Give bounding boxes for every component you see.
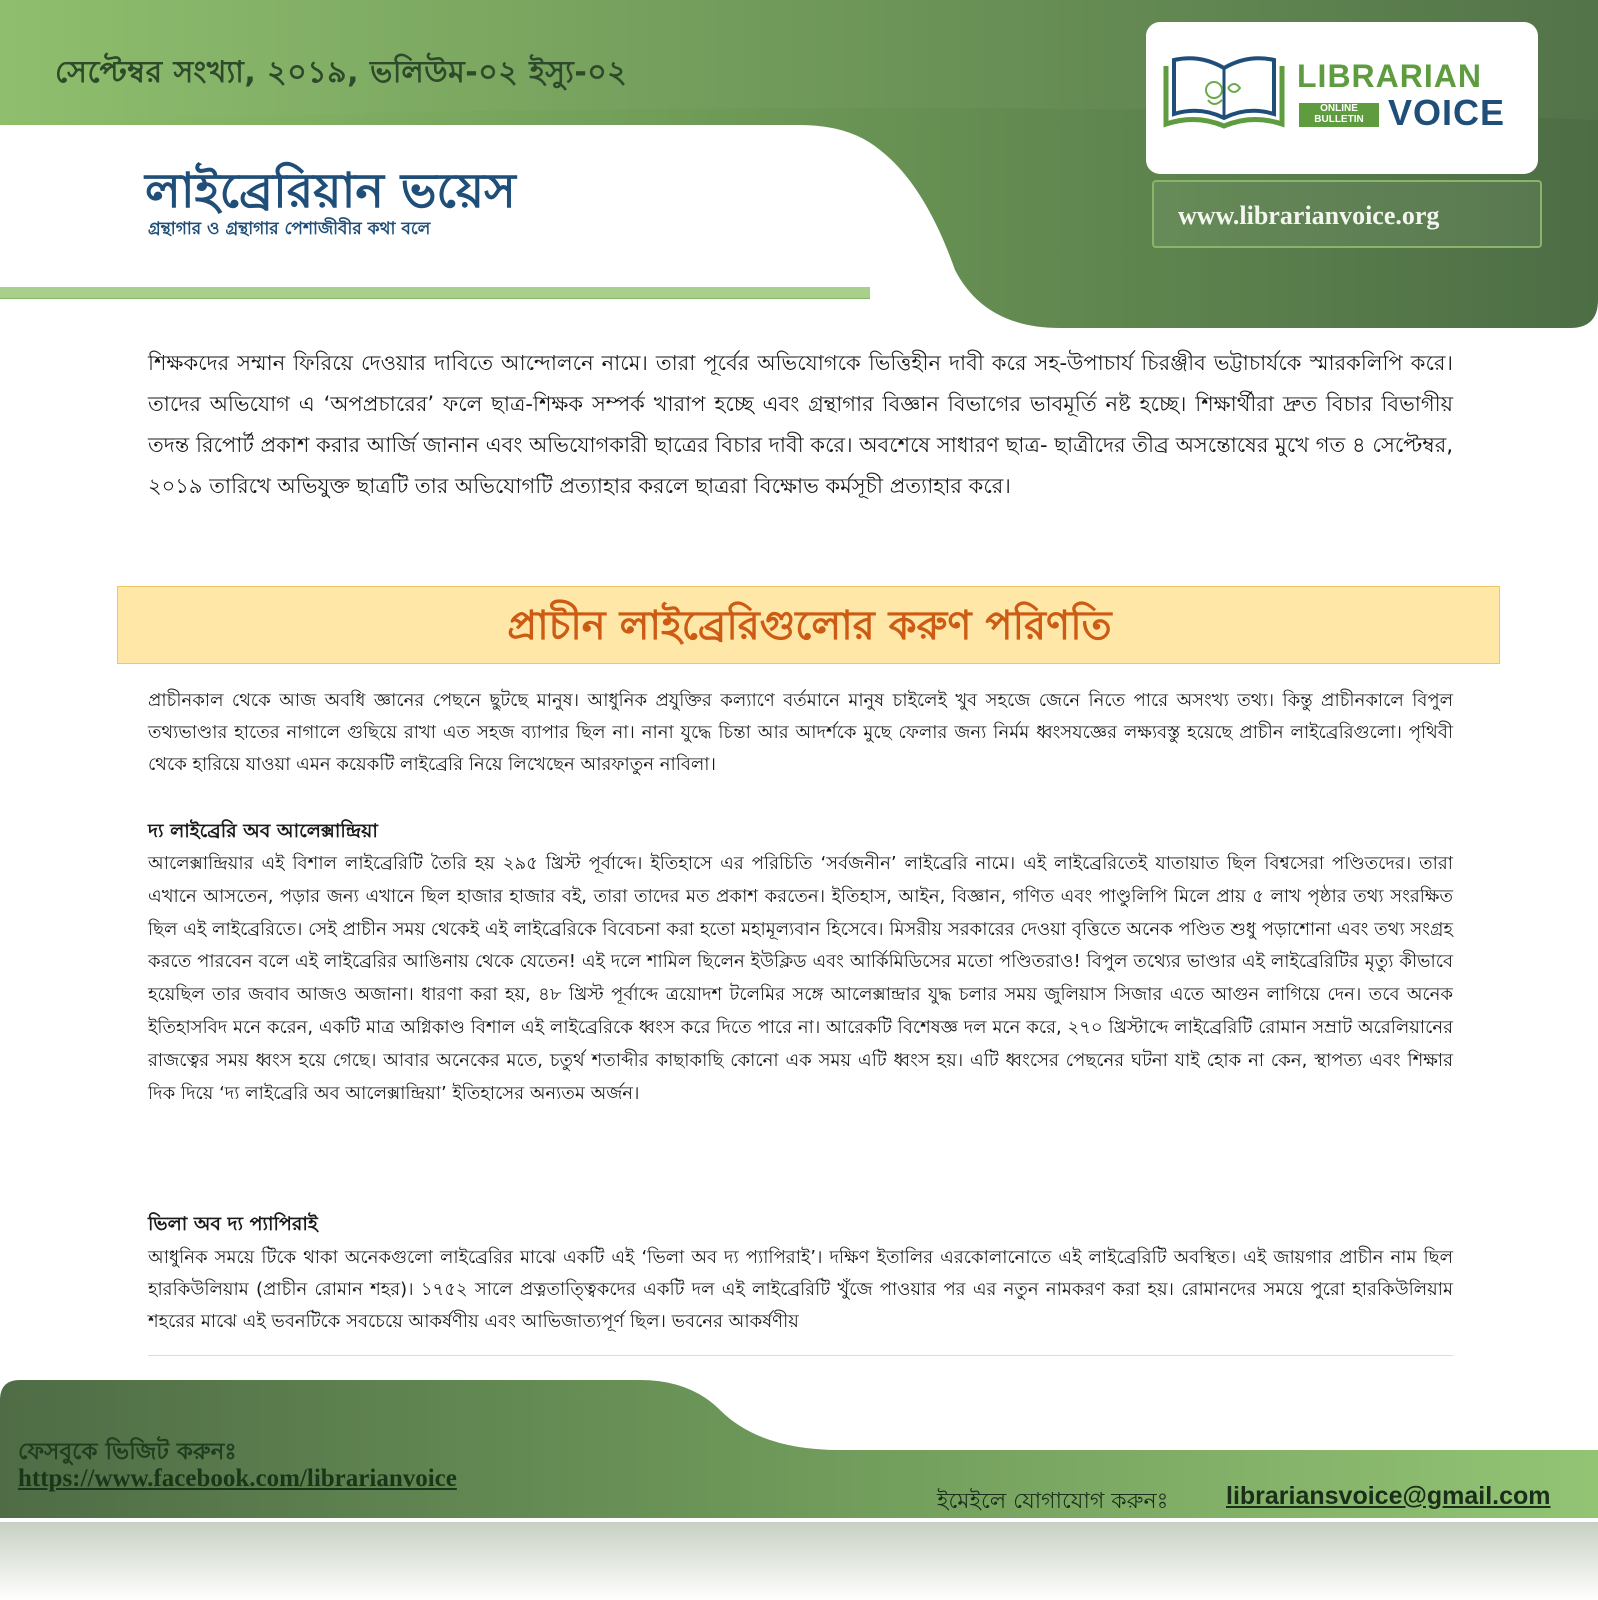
publication-title: লাইব্রেরিয়ান ভয়েস [145, 163, 516, 219]
article-title: প্রাচীন লাইব্রেরিগুলোর করুণ পরিণতি [507, 603, 1112, 649]
article-banner [117, 586, 1500, 664]
book-logo-icon [1162, 52, 1286, 134]
header-divider [0, 287, 870, 299]
website-link[interactable]: www.librarianvoice.org [1178, 201, 1440, 230]
email-label: ইমেইলে যোগাযোগ করুনঃ [937, 1489, 1169, 1514]
logo-tag [1299, 103, 1379, 127]
logo-tag-line2: BULLETIN [1314, 114, 1364, 125]
content-divider [148, 1355, 1453, 1356]
issue-info: সেপ্টেম্বর সংখ্যা, ২০১৯, ভলিউম-০২ ইস্যু-০২ [55, 55, 628, 90]
section-heading-papyri: ভিলা অব দ্য প্যাপিরাই [148, 1213, 318, 1235]
section-body-papyri: আধুনিক সময়ে টিকে থাকা অনেকগুলো লাইব্রেরির মাঝে একটি এই ‘ভিলা অব দ্য প্যাপিরাই’। দক্ষিণ ইতালির এরকোলানোতে এই লাইব্রেরিটি অবস্থিত। এই জায়গার প্রাচীন নাম ছিল হারকিউলিয়াম (প্রাচীন রোমান শহর)। ১৭৫২ সালে প্রত্নতাত্ত্বিকদের একটি দল এই লাইব্রেরিটি খুঁজে পাওয়ার পর এর নতুন নামকরণ করা হয়। রোমানদের সময়ে পুরো হারকিউলিয়াম শহরের মাঝে এই ভবনটিকে সবচেয়ে আকর্ষণীয় এবং আভিজাত্যপূর্ণ ছিল। ভবনের আকর্ষণীয় [148, 1247, 1453, 1332]
logo-tag-line1: ONLINE [1320, 103, 1358, 114]
logo-word-voice: VOICE [1388, 92, 1506, 133]
logo-word-librarian: LIBRARIAN [1297, 58, 1482, 94]
facebook-label: ফেসবুকে ভিজিট করুনঃ [18, 1439, 237, 1465]
email-link[interactable]: librariansvoice@gmail.com [1226, 1482, 1551, 1510]
publication-tagline: গ্রন্থাগার ও গ্রন্থাগার পেশাজীবীর কথা বলে [148, 219, 431, 239]
intro-paragraph: শিক্ষকদের সম্মান ফিরিয়ে দেওয়ার দাবিতে আন্দোলনে নামে। তারা পূর্বের অভিযোগকে ভিত্তিহীন দাবী করে সহ-উপাচার্য চিরঞ্জীব ভট্টাচার্যকে স্মারকলিপি করে। তাদের অভিযোগ এ ‘অপপ্রচারের’ ফলে ছাত্র-শিক্ষক সম্পর্ক খারাপ হচ্ছে এবং গ্রন্থাগার বিজ্ঞান বিভাগের ভাবমূর্তি নষ্ট হচ্ছে। শিক্ষার্থীরা দ্রুত বিচার বিভাগীয় তদন্ত রিপোর্ট প্রকাশ করার আর্জি জানান এবং অভিযোগকারী ছাত্রের বিচার দাবী করে। অবশেষে সাধারণ ছাত্র- ছাত্রীদের তীব্র অসন্তোষের মুখে গত ৪ সেপ্টেম্বর, ২০১৯ তারিখে অভিযুক্ত ছাত্রটি তার অভিযোগটি প্রত্যাহার করলে ছাত্ররা বিক্ষোভ কর্মসূচী প্রত্যাহার করে। [148, 351, 1453, 498]
facebook-link[interactable]: https://www.facebook.com/librarianvoice [18, 1465, 457, 1492]
article-intro: প্রাচীনকাল থেকে আজ অবধি জ্ঞানের পেছনে ছুটছে মানুষ। আধুনিক প্রযুক্তির কল্যাণে বর্তমানে মানুষ চাইলেই খুব সহজে জেনে নিতে পারে অসংখ্য তথ্য। কিন্তু প্রাচীনকালে বিপুল তথ্যভাণ্ডার হাতের নাগালে গুছিয়ে রাখা এত সহজ ব্যাপার ছিল না। নানা যুদ্ধে চিন্তা আর আদর্শকে মুছে ফেলার জন্য নির্মম ধ্বংসযজ্ঞের লক্ষ্যবস্তু হয়েছে প্রাচীন লাইব্রেরিগুলো। পৃথিবী থেকে হারিয়ে যাওয়া এমন কয়েকটি লাইব্রেরি নিয়ে লিখেছেন আরফাতুন নাবিলা। [148, 690, 1453, 775]
section-heading-alexandria: দ্য লাইব্রেরি অব আলেক্সান্দ্রিয়া [148, 820, 378, 842]
section-body-alexandria: আলেক্সান্দ্রিয়ার এই বিশাল লাইব্রেরিটি তৈরি হয় ২৯৫ খ্রিস্ট পূর্বাব্দে। ইতিহাসে এর পরিচিতি ‘সর্বজনীন’ লাইব্রেরি নামে। এই লাইব্রেরিতেই যাতায়াত ছিল বিশ্বসেরা পণ্ডিতদের। তারা এখানে আসতেন, পড়ার জন্য এখানে ছিল হাজার হাজার বই, তারা তাদের মত প্রকাশ করতেন। ইতিহাস, আইন, বিজ্ঞান, গণিত এবং পাণ্ডুলিপি মিলে প্রায় ৫ লাখ পৃষ্ঠার তথ্য সংরক্ষিত ছিল এই লাইব্রেরিতে। সেই প্রাচীন সময় থেকেই এই লাইব্রেরিকে বিবেচনা করা হতো মহামূল্যবান হিসেবে। মিসরীয় সরকারের দেওয়া বৃত্তিতে অনেক পণ্ডিত শুধু পড়াশোনা এবং তথ্য সংগ্রহ করতে পারবেন বলে এই লাইব্রেরির আঙিনায় থেকে যেতেন! এই দলে শামিল ছিলেন ইউক্লিড এবং আর্কিমিডিসের মতো পণ্ডিতরাও! বিপুল তথ্যের ভাণ্ডার এই লাইব্রেরিটির মৃত্যু কীভাবে হয়েছিল তার জবাব আজও অজানা। ধারণা করা হয়, ৪৮ খ্রিস্ট পূর্বাব্দে ত্রয়োদশ টলেমির সঙ্গে আলেক্সান্দ্রার যুদ্ধ চলার সময় জুলিয়াস সিজার এতে আগুন লাগিয়ে দেন। তবে অনেক ইতিহাসবিদ মনে করেন, একটি মাত্র অগ্নিকাণ্ড বিশাল এই লাইব্রেরিকে ধ্বংস করে দিতে পারে না। আরেকটি বিশেষজ্ঞ দল মনে করে, ২৭০ খ্রিস্টাব্দে লাইব্রেরিটি রোমান সম্রাট অরেলিয়ানের রাজত্বের সময় ধ্বংস হয়ে গেছে। আবার অনেকের মতে, চতুর্থ শতাব্দীর কাছাকাছি কোনো এক সময় এটি ধ্বংস হয়। এটি ধ্বংসের পেছনের ঘটনা যাই হোক না কেন, স্থাপত্য এবং শিক্ষার দিক দিয়ে ‘দ্য লাইব্রেরি অব আলেক্সান্দ্রিয়া’ ইতিহাসের অন্যতম অর্জন। [148, 853, 1453, 1104]
